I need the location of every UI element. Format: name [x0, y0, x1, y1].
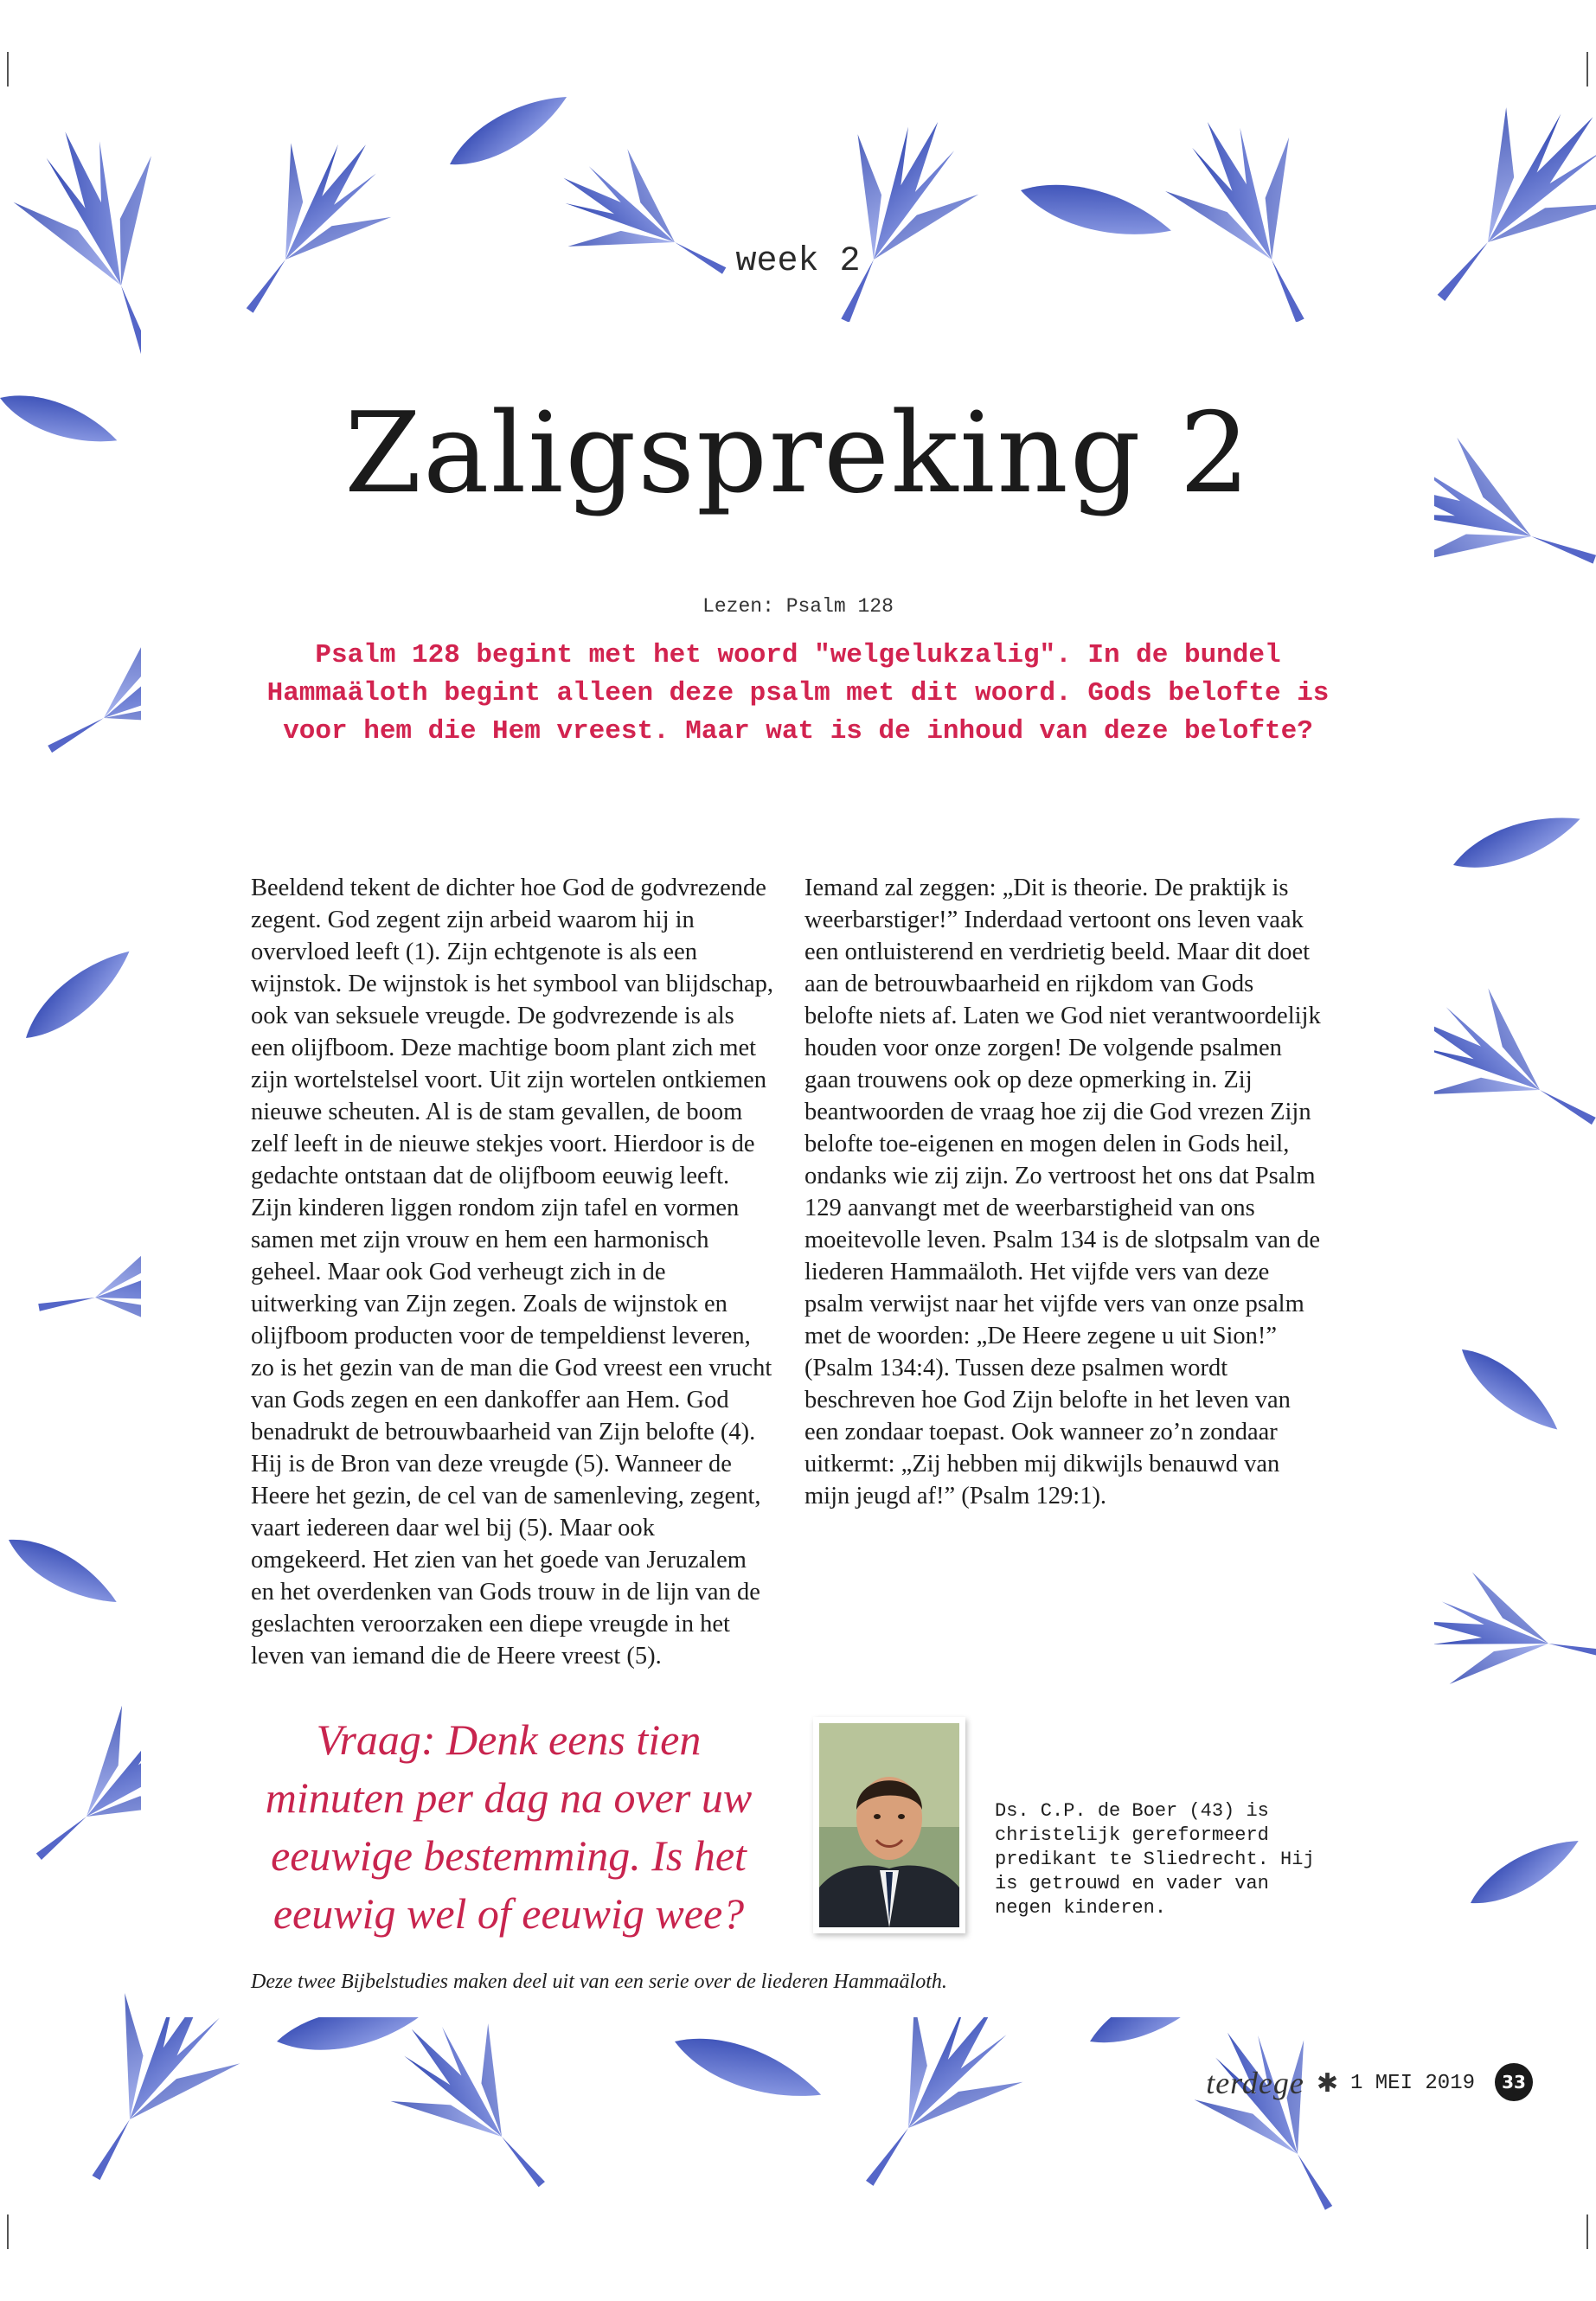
page-footer — [1206, 2066, 1475, 2100]
question-callout: Vraag: Denk eens tien minuten per dag na over uw eeuwige bestemming. Is het eeuwig wel of eeuwig wee? — [265, 1715, 753, 1938]
crop-mark — [1586, 52, 1588, 87]
body-paragraph: Iemand zal zeggen: „Dit is theorie. De praktijk is weerbarstiger!” Inderdaad vertoont ons leven vaak een ontluisterend en verdrietig beeld. Maar dit doet aan de betrouwbaarheid en rijkdom van Gods belofte niets af. Laten we God niet verantwoordelijk houden voor onze zorgen! De volgende psalmen gaan trouwens ook op deze opmerking in. Zij beantwoorden de vraag hoe zij die God vrezen Zijn belofte toe-eigenen en mogen delen in Gods heil, ondanks wie zij zijn. Zo vertroost het ons dat Psalm 129 aanvangt met de weerbarstigheid van ons moeitevolle leven. Psalm 134 is de slotpsalm van de liederen Hammaäloth. Het vijfde vers van deze psalm verwijst naar het vijfde vers van onze psalm met de woorden: „De Heere zegene u uit Sion!” (Psalm 134:4). Tussen deze psalmen wordt beschreven hoe God Zijn belofte in het leven van een zondaar toepast. Ook wanneer zo’n zondaar uitkermt: „Zij hebben mij dikwijls benauwd van mijn jeugd af!” (Psalm 129:1). — [804, 875, 1321, 1509]
series-footnote: Deze twee Bijbelstudies maken deel uit van een serie over de liederen Hammaäloth. — [251, 1971, 947, 1993]
crop-mark — [7, 52, 9, 87]
crop-mark — [7, 2214, 9, 2249]
author-photo — [813, 1717, 965, 1933]
week-label: week 2 — [735, 242, 861, 281]
page-number: 33 — [1495, 2063, 1533, 2101]
intro-text: Psalm 128 begint met het woord "welgelukzalig". In de bundel Hammaäloth begint alleen deze psalm met dit woord. Gods belofte is voor hem die Hem vreest. Maar wat is de inhoud van deze belofte? — [266, 640, 1330, 747]
crop-mark — [1586, 2214, 1588, 2249]
page-title: Zaligspreking 2 — [344, 389, 1252, 518]
asterisk-icon: ✱ — [1316, 2067, 1338, 2099]
magazine-brand: terdege — [1206, 2066, 1304, 2100]
body-column-right — [804, 872, 1328, 1512]
author-bio: Ds. C.P. de Boer (43) is christelijk gereformeerd predikant te Sliedrecht. Hij is getrouwd en vader van negen kinderen. — [995, 1800, 1315, 1919]
reading-reference: Lezen: Psalm 128 — [702, 595, 894, 618]
body-column-left — [251, 872, 774, 1737]
body-paragraph: Beeldend tekent de dichter hoe God de godvrezende zegent. God zegent zijn arbeid waarom hij in overvloed leeft (1). Zijn echtgenote is als een wijnstok. De wijnstok is het symbool van blijdschap, ook van seksuele vreugde. De godvrezende is als een olijfboom. Deze machtige boom plant zich met zijn wortelstelsel voort. Uit zijn wortelen ontkiemen nieuwe scheuten. Al is de stam gevallen, de boom zelf leeft in de nieuwe stekjes voort. Hierdoor is de gedachte ontstaan dat de olijfboom eeuwig leeft. Zijn kinderen liggen rondom zijn tafel en vormen samen met zijn vrouw en hem een harmonisch geheel. Maar ook God verheugt zich in de uitwerking van Zijn zegen. Zoals de wijnstok en olijfboom producten voor de tempeldienst leveren, zo is het gezin van de man die God vreest een vrucht van Gods zegen en een dankoffer aan Hem. God benadrukt de betrouwbaarheid van Zijn belofte (4). Hij is de Bron van deze vreugde (5). Wanneer de Heere het gezin, de cel van de samenleving, zegent, vaart iedereen daar wel bij (5). Maar ook omgekeerd. Het zien van het goede van Jeruzalem en het overdenken van Gods trouw in de lijn van de geslachten veroorzaken een diepe vreugde in het leven van iemand die de Heere vreest (5). — [251, 875, 774, 1670]
issue-date: 1 MEI 2019 — [1349, 2071, 1475, 2095]
author-portrait-image — [819, 1723, 959, 1927]
